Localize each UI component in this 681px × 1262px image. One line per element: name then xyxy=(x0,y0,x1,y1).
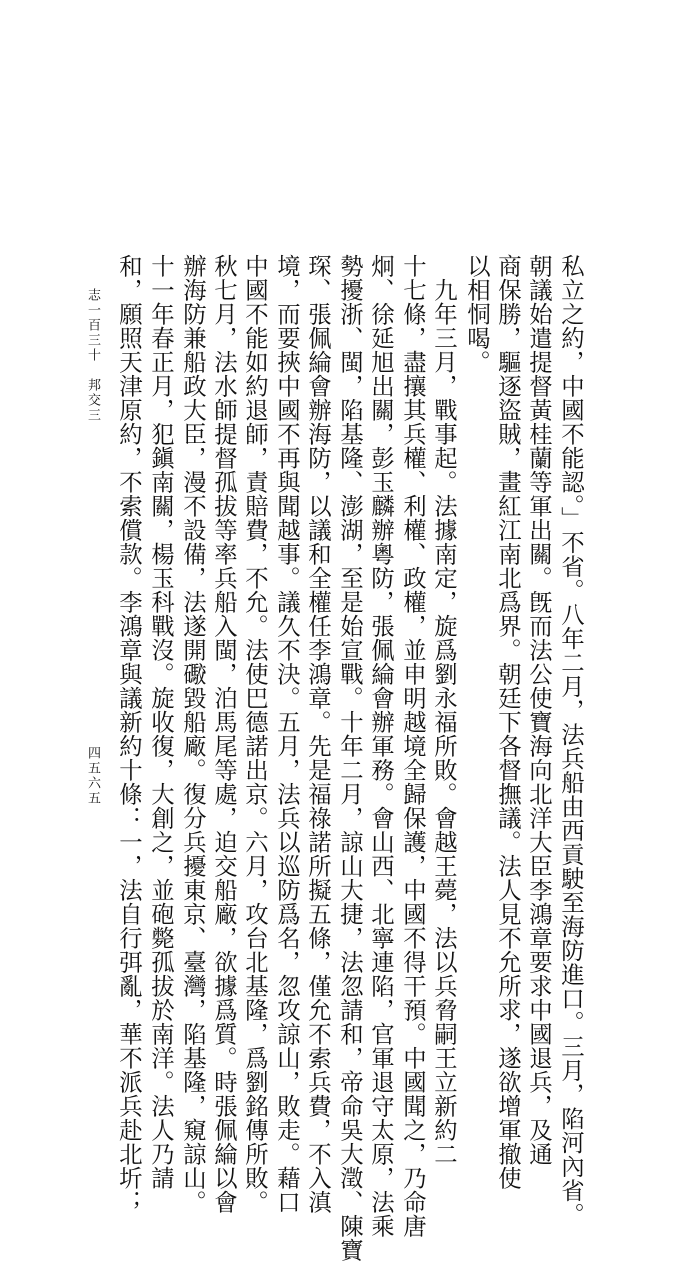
text-column-13: 辦海防兼船政大臣，漫不設備，法遂開礮毀船廠。復分兵擾東京、臺灣，陷基隆，窺諒山。 xyxy=(179,254,207,1214)
text-column-7: 炯、徐延旭出關，彭玉麟辦粵防，張佩綸會辦軍務。會山西、北寧連陷，官軍退守太原，法乘 xyxy=(367,254,395,1238)
text-column-14: 十一年春正月，犯鎭南關，楊玉科戰沒。旋收復，大創之，並砲斃孤拔於南洋。法人乃請 xyxy=(147,254,175,1190)
text-column-12: 秋七月，法水師提督孤拔等率兵船入閩，泊馬尾等處，迫交船廠，欲據爲質。時張佩綸以會 xyxy=(210,254,238,1214)
margin-section-title: 邦交三 xyxy=(85,378,100,423)
page-number: 四五六五 xyxy=(85,746,100,806)
text-column-2: 朝議始遣提督黃桂蘭等軍出關。旣而法公使寶海向北洋大臣李鴻章要求中國退兵，及通 xyxy=(525,254,553,1166)
text-column-1: 私立之約，中國不能認。」不省。八年二月，法兵船由西貢駛至海防進口。三月，陷河內省。 xyxy=(557,254,585,1227)
text-column-3: 商保勝，驅逐盜賊，畫紅江南北爲界。朝廷下各督撫議。法人見不允所求，遂欲增軍撤使 xyxy=(494,254,522,1190)
text-column-5: 九年三月，戰事起。法據南定，旋爲劉永福所敗。會越王薨，法以兵脅嗣王立新約二 xyxy=(430,254,458,1166)
text-column-15: 和，願照天津原約，不索償款。李鴻章與議新約十條：一，法自行弭亂，華不派兵赴北圻； xyxy=(115,254,143,1214)
margin-volume-title: 志一百三十 xyxy=(85,288,100,363)
text-column-10: 境，而要挾中國不再與聞越事。議久不決。五月，法兵以巡防爲名，忽攻諒山，敗走。藉口 xyxy=(273,254,301,1214)
text-column-6: 十七條，盡攘其兵權、利權、政權，並申明越境全歸保護，中國不得干預。中國聞之，乃命唐 xyxy=(399,254,427,1238)
text-column-9: 琛、張佩綸會辦海防，以議和全權任李鴻章。先是福祿諾所擬五條，僅允不索兵費，不入滇 xyxy=(304,254,332,1214)
text-column-4: 以相恫喝。 xyxy=(463,254,491,374)
text-column-11: 中國不能如約退師，責賠費，不允。法使巴德諾出京。六月，攻台北基隆，爲劉銘傳所敗。 xyxy=(241,254,269,1214)
text-column-8: 勢擾浙、閩，陷基隆、澎湖，至是始宣戰。十年二月，諒山大捷，法忽請和，帝命吳大澂、陳寶 xyxy=(336,254,364,1262)
